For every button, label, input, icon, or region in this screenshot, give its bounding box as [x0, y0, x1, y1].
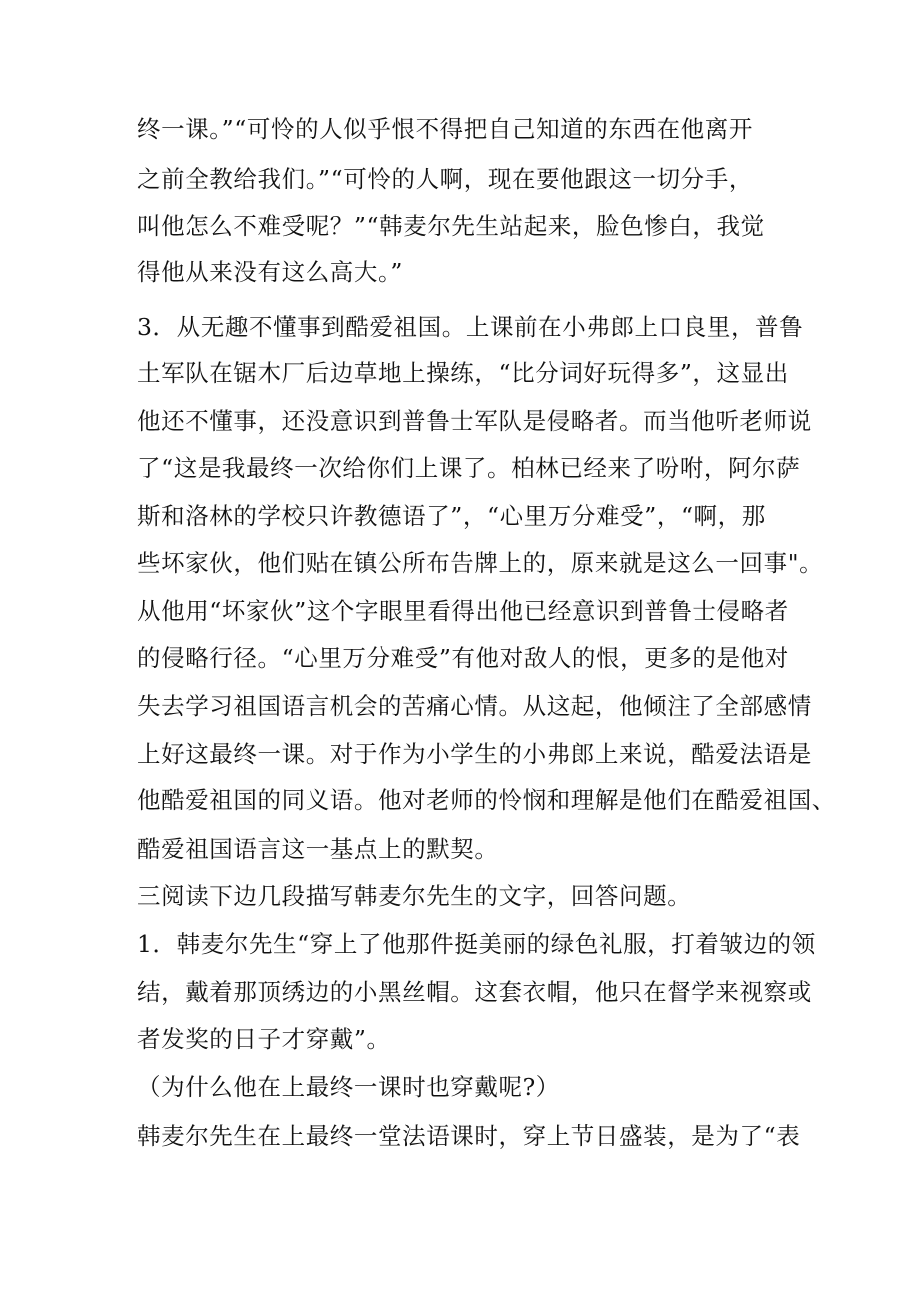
- text-line-13: 失去学习祖国语言机会的苦痛心情。从这起，他倾注了全部感情: [137, 692, 812, 720]
- text-line-12: 的侵略行径。“心里万分难受”有他对敌人的恨，更多的是他对: [137, 644, 789, 672]
- text-line-18: 1．韩麦尔先生“穿上了他那件挺美丽的绿色礼服，打着皱边的领: [137, 930, 816, 958]
- text-line-16: 酷爱祖国语言这一基点上的默契。: [137, 835, 499, 863]
- text-line-22: 韩麦尔先生在上最终一堂法语课时，穿上节日盛装，是为了“表: [137, 1122, 801, 1150]
- text-line-4: 得他从来没有这么高大。”: [137, 258, 403, 286]
- text-line-6: 土军队在锯木厂后边草地上操练，“比分词好玩得多”，这显出: [137, 359, 789, 387]
- text-line-9: 斯和洛林的学校只许教德语了”，“心里万分难受”，“啊，那: [137, 502, 766, 530]
- text-line-1: 终一课。”“可怜的人似乎恨不得把自己知道的东西在他离开: [137, 115, 753, 143]
- section-heading: 三阅读下边几段描写韩麦尔先生的文字，回答问题。: [137, 882, 692, 910]
- text-line-15: 他酷爱祖国的同义语。他对老师的怜悯和理解是他们在酷爱祖国、: [137, 786, 836, 814]
- text-line-11: 从他用“坏家伙”这个字眼里看得出他已经意识到普鲁士侵略者: [137, 597, 789, 625]
- text-line-19: 结，戴着那顶绣边的小黑丝帽。这套衣帽，他只在督学来视察或: [137, 978, 812, 1006]
- text-line-8: 了“这是我最终一次给你们上课了。柏林已经来了吩咐，阿尔萨: [137, 454, 801, 482]
- text-line-14: 上好这最终一课。对于作为小学生的小弗郎上来说，酷爱法语是: [137, 740, 812, 768]
- text-line-2: 之前全教给我们。”“可怜的人啊，现在要他跟这一切分手，: [137, 165, 753, 193]
- text-line-3: 叫他怎么不难受呢？”“韩麦尔先生站起来，脸色惨白，我觉: [137, 212, 765, 240]
- question-line: （为什么他在上最终一课时也穿戴呢?）: [137, 1073, 560, 1101]
- text-line-10: 些坏家伙，他们贴在镇公所布告牌上的，原来就是这么一回事"。: [137, 549, 824, 577]
- text-line-20: 者发奖的日子才穿戴”。: [137, 1025, 391, 1053]
- text-line-7: 他还不懂事，还没意识到普鲁士军队是侵略者。而当他听老师说: [137, 407, 812, 435]
- text-line-5: 3．从无趣不懂事到酷爱祖国。上课前在小弗郎上口良里，普鲁: [137, 313, 804, 341]
